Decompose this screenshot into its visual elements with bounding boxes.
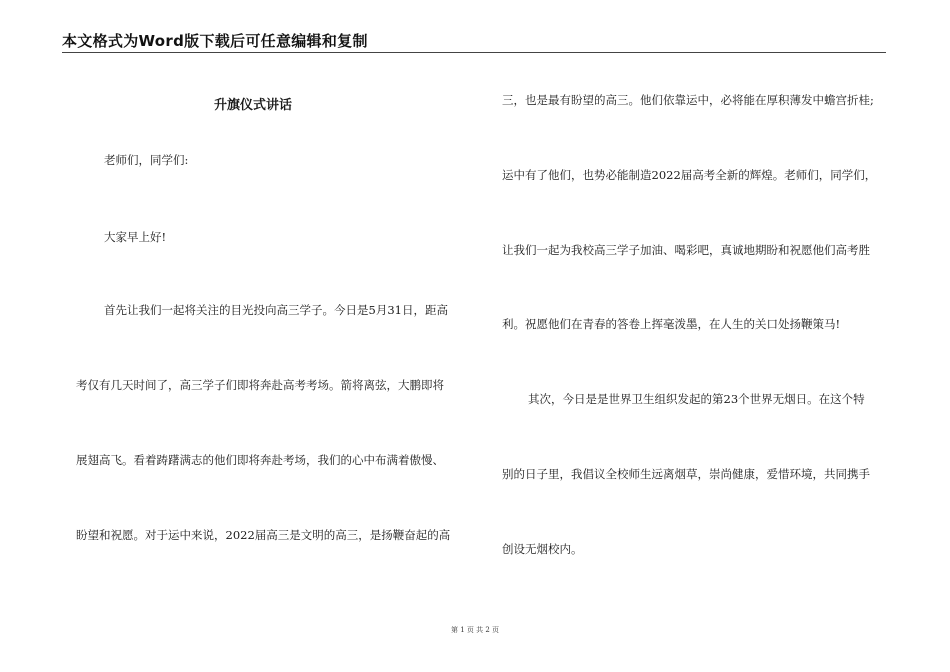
paragraph-line: 三，也是最有盼望的高三。他们依靠运中，必将能在厚积薄发中蟾宫折桂; <box>502 93 874 107</box>
paragraph-line: 展翅高飞。看着踌躇满志的他们即将奔赴考场，我们的心中布满着傲慢、 <box>76 453 444 467</box>
page-number: 第 1 页 共 2 页 <box>450 626 500 634</box>
paragraph-line: 创设无烟校内。 <box>502 542 583 556</box>
paragraph-line: 让我们一起为我校高三学子加油、喝彩吧，真诚地期盼和祝愿他们高考胜 <box>502 243 870 257</box>
paragraph-line: 运中有了他们，也势必能制造2022届高考全新的辉煌。老师们，同学们， <box>502 168 877 182</box>
header-divider <box>62 52 886 53</box>
paragraph-line: 盼望和祝愿。对于运中来说，2022届高三是文明的高三，是扬鞭奋起的高 <box>76 528 451 542</box>
paragraph-line: 其次，今日是是世界卫生组织发起的第23个世界无烟日。在这个特 <box>528 392 865 406</box>
paragraph-line: 大家早上好! <box>104 230 167 244</box>
paragraph-line: 别的日子里，我倡议全校师生远离烟草，崇尚健康，爱惜环境，共同携手 <box>502 467 870 481</box>
document-header: 本文格式为Word版下载后可任意编辑和复制 <box>62 32 368 50</box>
paragraph-line: 利。祝愿他们在青春的答卷上挥毫泼墨，在人生的关口处扬鞭策马! <box>502 317 841 331</box>
document-title: 升旗仪式讲话 <box>214 98 293 113</box>
paragraph-line: 考仅有几天时间了，高三学子们即将奔赴高考考场。箭将离弦，大鹏即将 <box>76 378 444 392</box>
paragraph-line: 老师们，同学们: <box>104 153 189 167</box>
paragraph-line: 首先让我们一起将关注的目光投向高三学子。今日是5月31日，距高 <box>104 303 448 317</box>
